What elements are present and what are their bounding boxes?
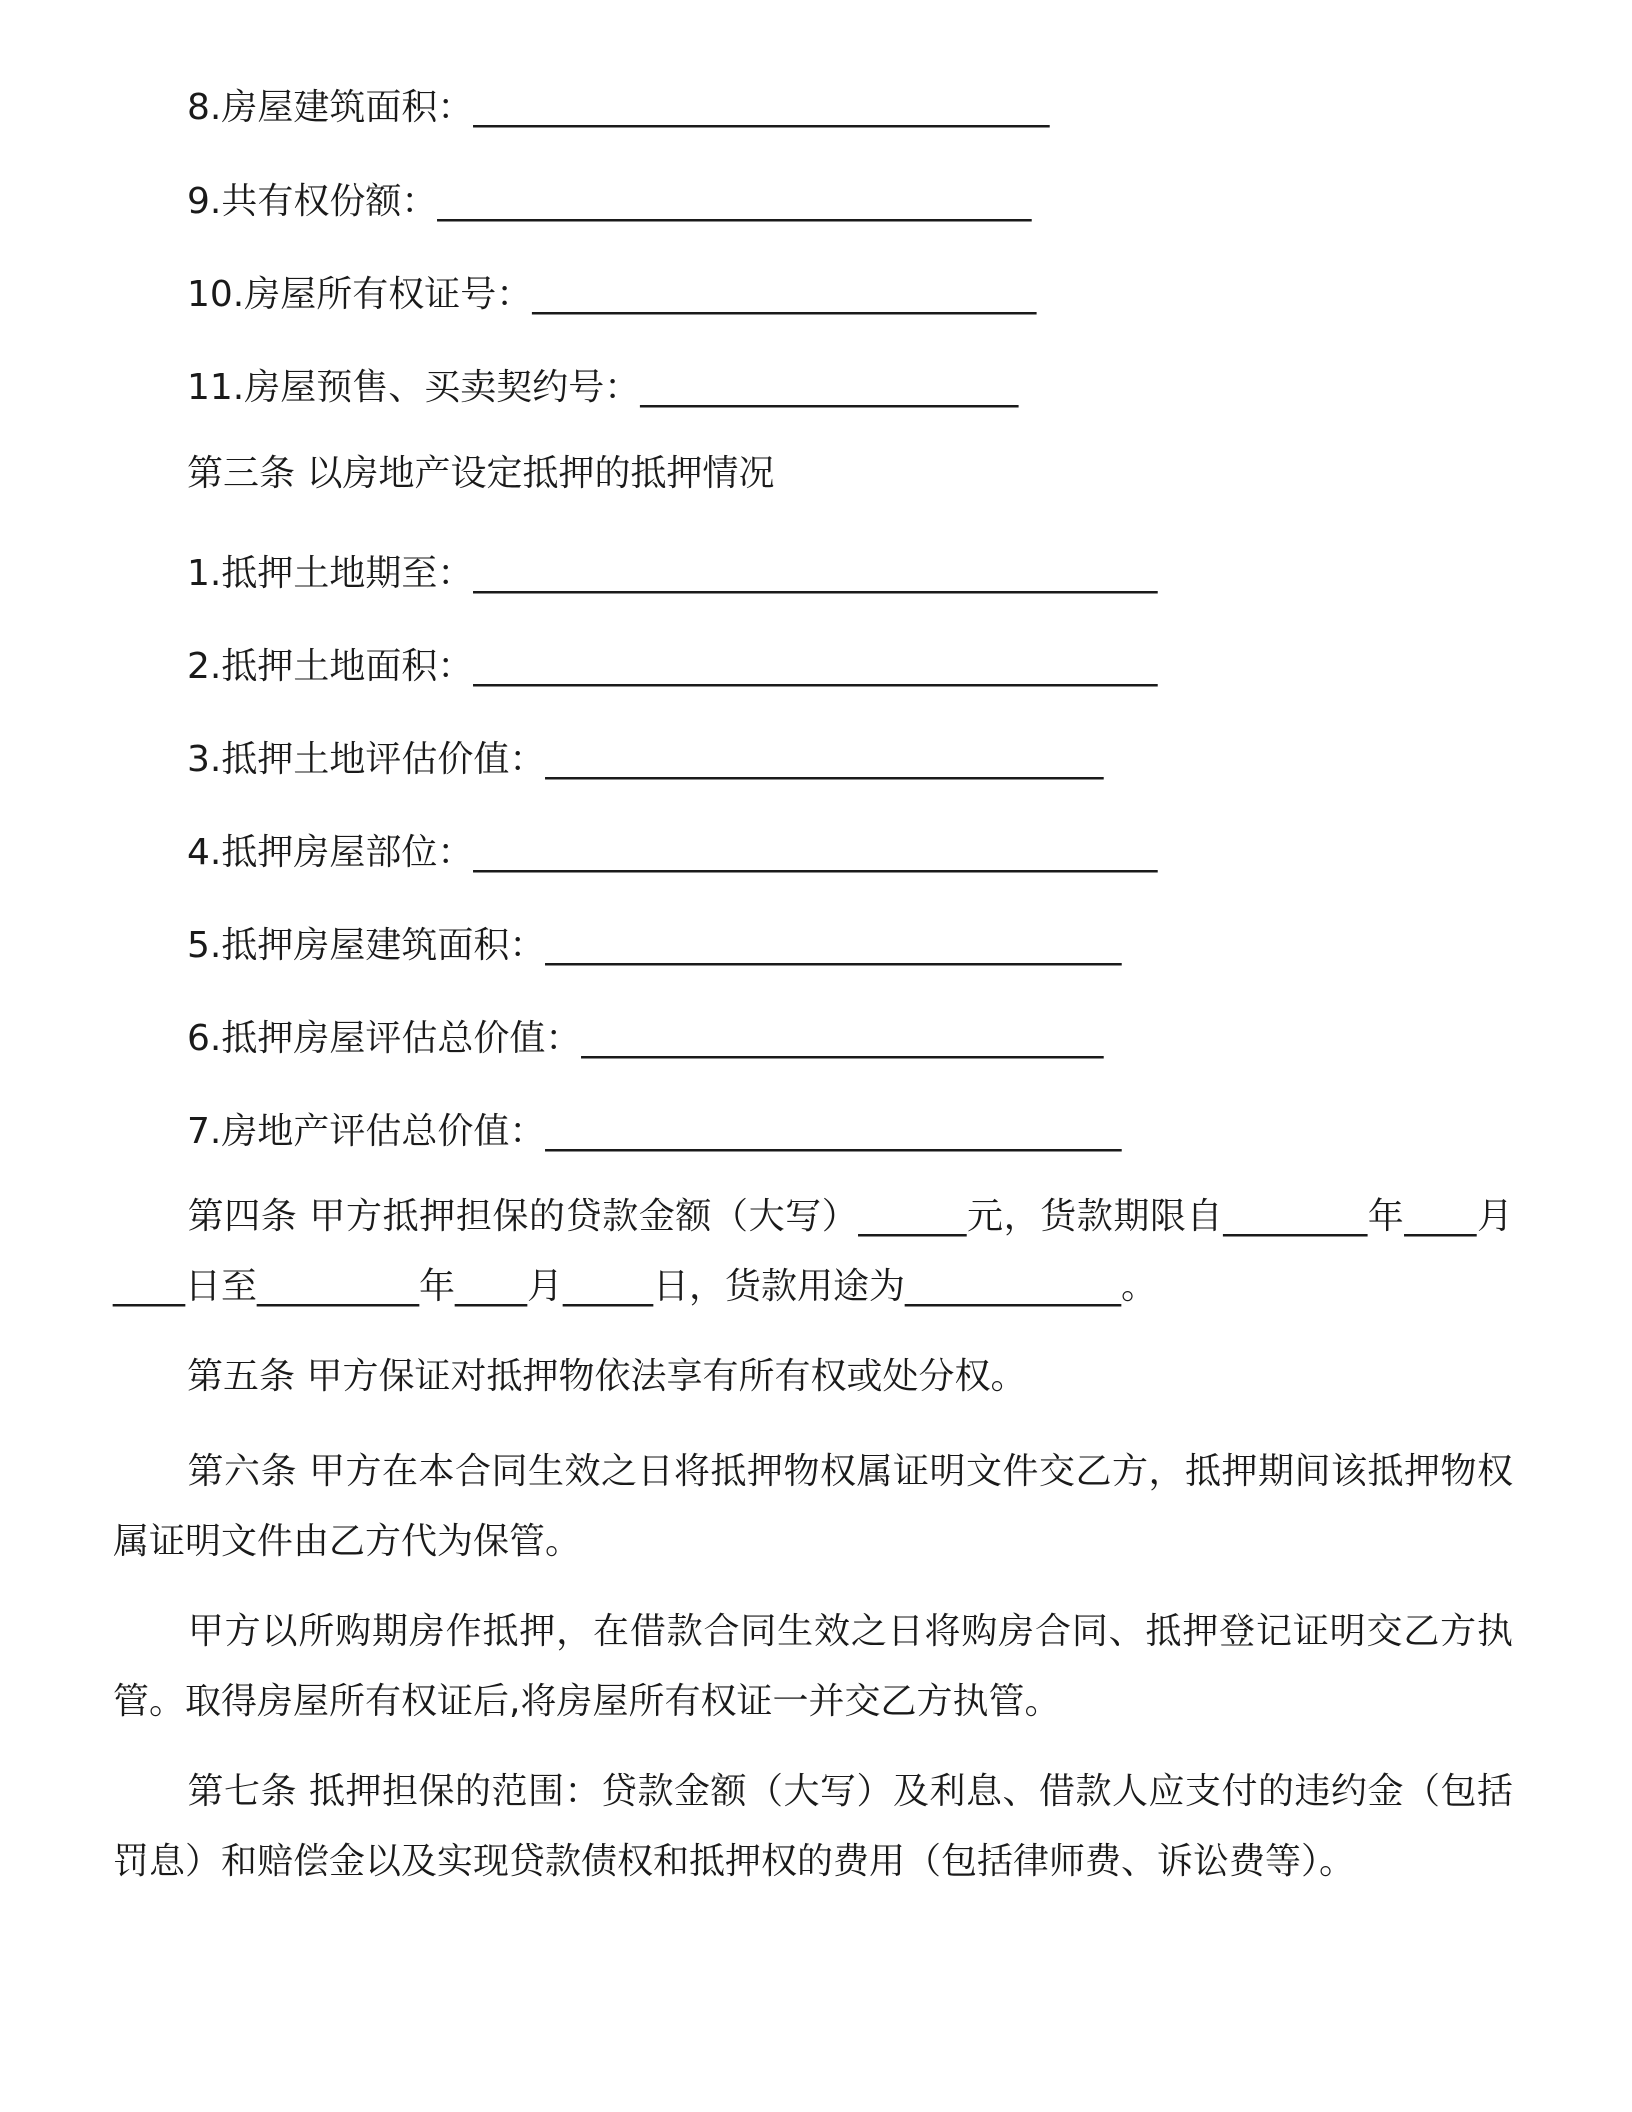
article-4-text: 第四条 甲方抵押担保的贷款金额（大写）______元，货款期限自________年____月____日至_________年____月_____日，货款用途为____________。 [113, 1196, 1513, 1307]
item-house-area: 8.房屋建筑面积：________________________________ [187, 87, 1050, 128]
article-5-paragraph [113, 1342, 1513, 1412]
item-mortgage-house-location: 4.抵押房屋部位：______________________________________ [187, 832, 1158, 873]
presale-mortgage-text: 甲方以所购期房作抵押，在借款合同生效之日将购房合同、抵押登记证明交乙方执管。取得房屋所有权证后,将房屋所有权证一并交乙方执管。 [113, 1611, 1513, 1722]
article-7-paragraph [113, 1757, 1513, 1897]
article-7-text: 第七条 抵押担保的范围：贷款金额（大写）及利息、借款人应支付的违约金（包括罚息）和赔偿金以及实现贷款债权和抵押权的费用（包括律师费、诉讼费等）。 [113, 1771, 1513, 1882]
item-presale-contract-no: 11.房屋预售、买卖契约号：_____________________ [187, 367, 1019, 408]
article-6-paragraph [113, 1437, 1513, 1577]
item-mortgage-land-area: 2.抵押土地面积：______________________________________ [187, 646, 1158, 687]
article-6-text: 第六条 甲方在本合同生效之日将抵押物权属证明文件交乙方，抵押期间该抵押物权属证明文件由乙方代为保管。 [113, 1451, 1513, 1562]
item-mortgage-land-term: 1.抵押土地期至：______________________________________ [187, 553, 1158, 594]
article-5-text: 第五条 甲方保证对抵押物依法享有所有权或处分权。 [187, 1356, 1027, 1397]
article-3-heading: 第三条 以房地产设定抵押的抵押情况 [187, 453, 775, 494]
item-real-estate-value: 7.房地产评估总价值：________________________________ [187, 1111, 1122, 1152]
article-4-paragraph [113, 1182, 1513, 1322]
item-ownership-certificate-no: 10.房屋所有权证号：____________________________ [187, 274, 1037, 315]
item-mortgage-land-value: 3.抵押土地评估价值：_______________________________ [187, 739, 1104, 780]
item-mortgage-house-value: 6.抵押房屋评估总价值：_____________________________ [187, 1018, 1104, 1059]
item-mortgage-house-area: 5.抵押房屋建筑面积：________________________________ [187, 925, 1122, 966]
item-co-ownership-share: 9.共有权份额：_________________________________ [187, 181, 1032, 222]
presale-mortgage-paragraph [113, 1597, 1513, 1737]
